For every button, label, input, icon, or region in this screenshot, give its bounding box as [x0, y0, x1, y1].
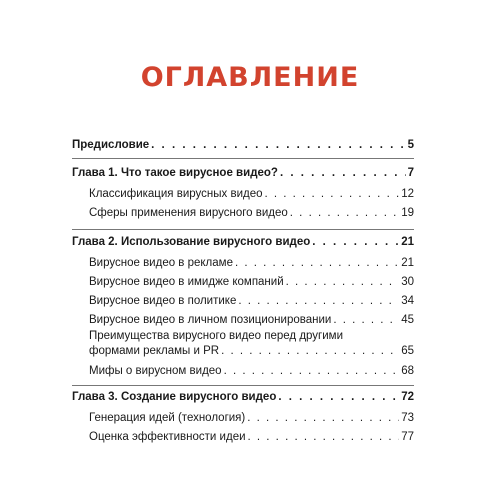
divider: [72, 158, 414, 159]
leader-dots: [238, 294, 399, 308]
entry-label-line-1: Преимущества вирусного видео перед другими: [89, 330, 344, 342]
toc-entry-preface[interactable]: [72, 138, 414, 152]
entry-label: Вирусное видео в рекламе: [89, 257, 233, 269]
entry-label: Мифы о вирусном видео: [89, 365, 222, 377]
page-number: 45: [401, 314, 414, 326]
toc-entry-section[interactable]: [89, 294, 414, 308]
divider: [72, 385, 414, 386]
entry-label: Глава 1. Что такое вирусное видео?: [72, 167, 278, 179]
toc-title: ОГЛАВЛЕНИЕ: [140, 62, 360, 93]
leader-dots: [247, 411, 399, 425]
toc-entry-section[interactable]: [89, 430, 414, 444]
entry-label: Предисловие: [72, 139, 150, 151]
toc-entry-section-multiline[interactable]: [89, 329, 414, 359]
page-number: 34: [401, 295, 414, 307]
leader-dots: [151, 138, 405, 152]
entry-label: Вирусное видео в личном позиционировании: [89, 314, 332, 326]
leader-dots: [280, 166, 406, 180]
page-number: 21: [401, 257, 414, 269]
page-number: 65: [401, 345, 414, 357]
entry-label: Вирусное видео в политике: [89, 295, 237, 307]
toc-entry-section[interactable]: [89, 411, 414, 425]
entry-label: Вирусное видео в имидже компаний: [89, 276, 284, 288]
page-number: 73: [401, 412, 414, 424]
page-number: 30: [401, 276, 414, 288]
page-number: 21: [401, 236, 414, 248]
divider: [72, 229, 414, 230]
entry-label: Глава 3. Создание вирусного видео: [72, 391, 277, 403]
toc-entry-section[interactable]: [89, 187, 414, 201]
leader-dots: [333, 313, 399, 327]
page-number: 77: [401, 431, 414, 443]
entry-line-2: [89, 344, 414, 359]
page-number: 19: [401, 207, 414, 219]
entry-label: Глава 2. Использование вирусного видео: [72, 236, 311, 248]
leader-dots: [278, 390, 399, 404]
page-number: 68: [401, 365, 414, 377]
page-number: 72: [401, 391, 414, 403]
entry-label: Сферы применения вирусного видео: [89, 207, 288, 219]
leader-dots: [224, 364, 400, 378]
entry-label: Генерация идей (технология): [89, 412, 246, 424]
leader-dots: [248, 430, 400, 444]
leader-dots: [221, 344, 399, 359]
toc-entry-section[interactable]: [89, 206, 414, 220]
entry-label: Классификация вирусных видео: [89, 188, 263, 200]
leader-dots: [235, 256, 399, 270]
toc-entry-section[interactable]: [89, 256, 414, 270]
toc-entry-section[interactable]: [89, 364, 414, 378]
page-number: 7: [407, 167, 414, 179]
page-number: 12: [401, 188, 414, 200]
entry-label: Оценка эффективности идеи: [89, 431, 246, 443]
entry-label-line-2: формами рекламы и PR: [89, 345, 220, 357]
leader-dots: [286, 275, 400, 289]
toc-entry-chapter-2[interactable]: [72, 235, 414, 249]
toc-entry-chapter-3[interactable]: [72, 390, 414, 404]
toc-entry-section[interactable]: [89, 313, 414, 327]
page-number: 5: [407, 139, 414, 151]
toc-entry-chapter-1[interactable]: [72, 166, 414, 180]
leader-dots: [312, 235, 399, 249]
leader-dots: [290, 206, 399, 220]
leader-dots: [265, 187, 400, 201]
toc-entry-section[interactable]: [89, 275, 414, 289]
